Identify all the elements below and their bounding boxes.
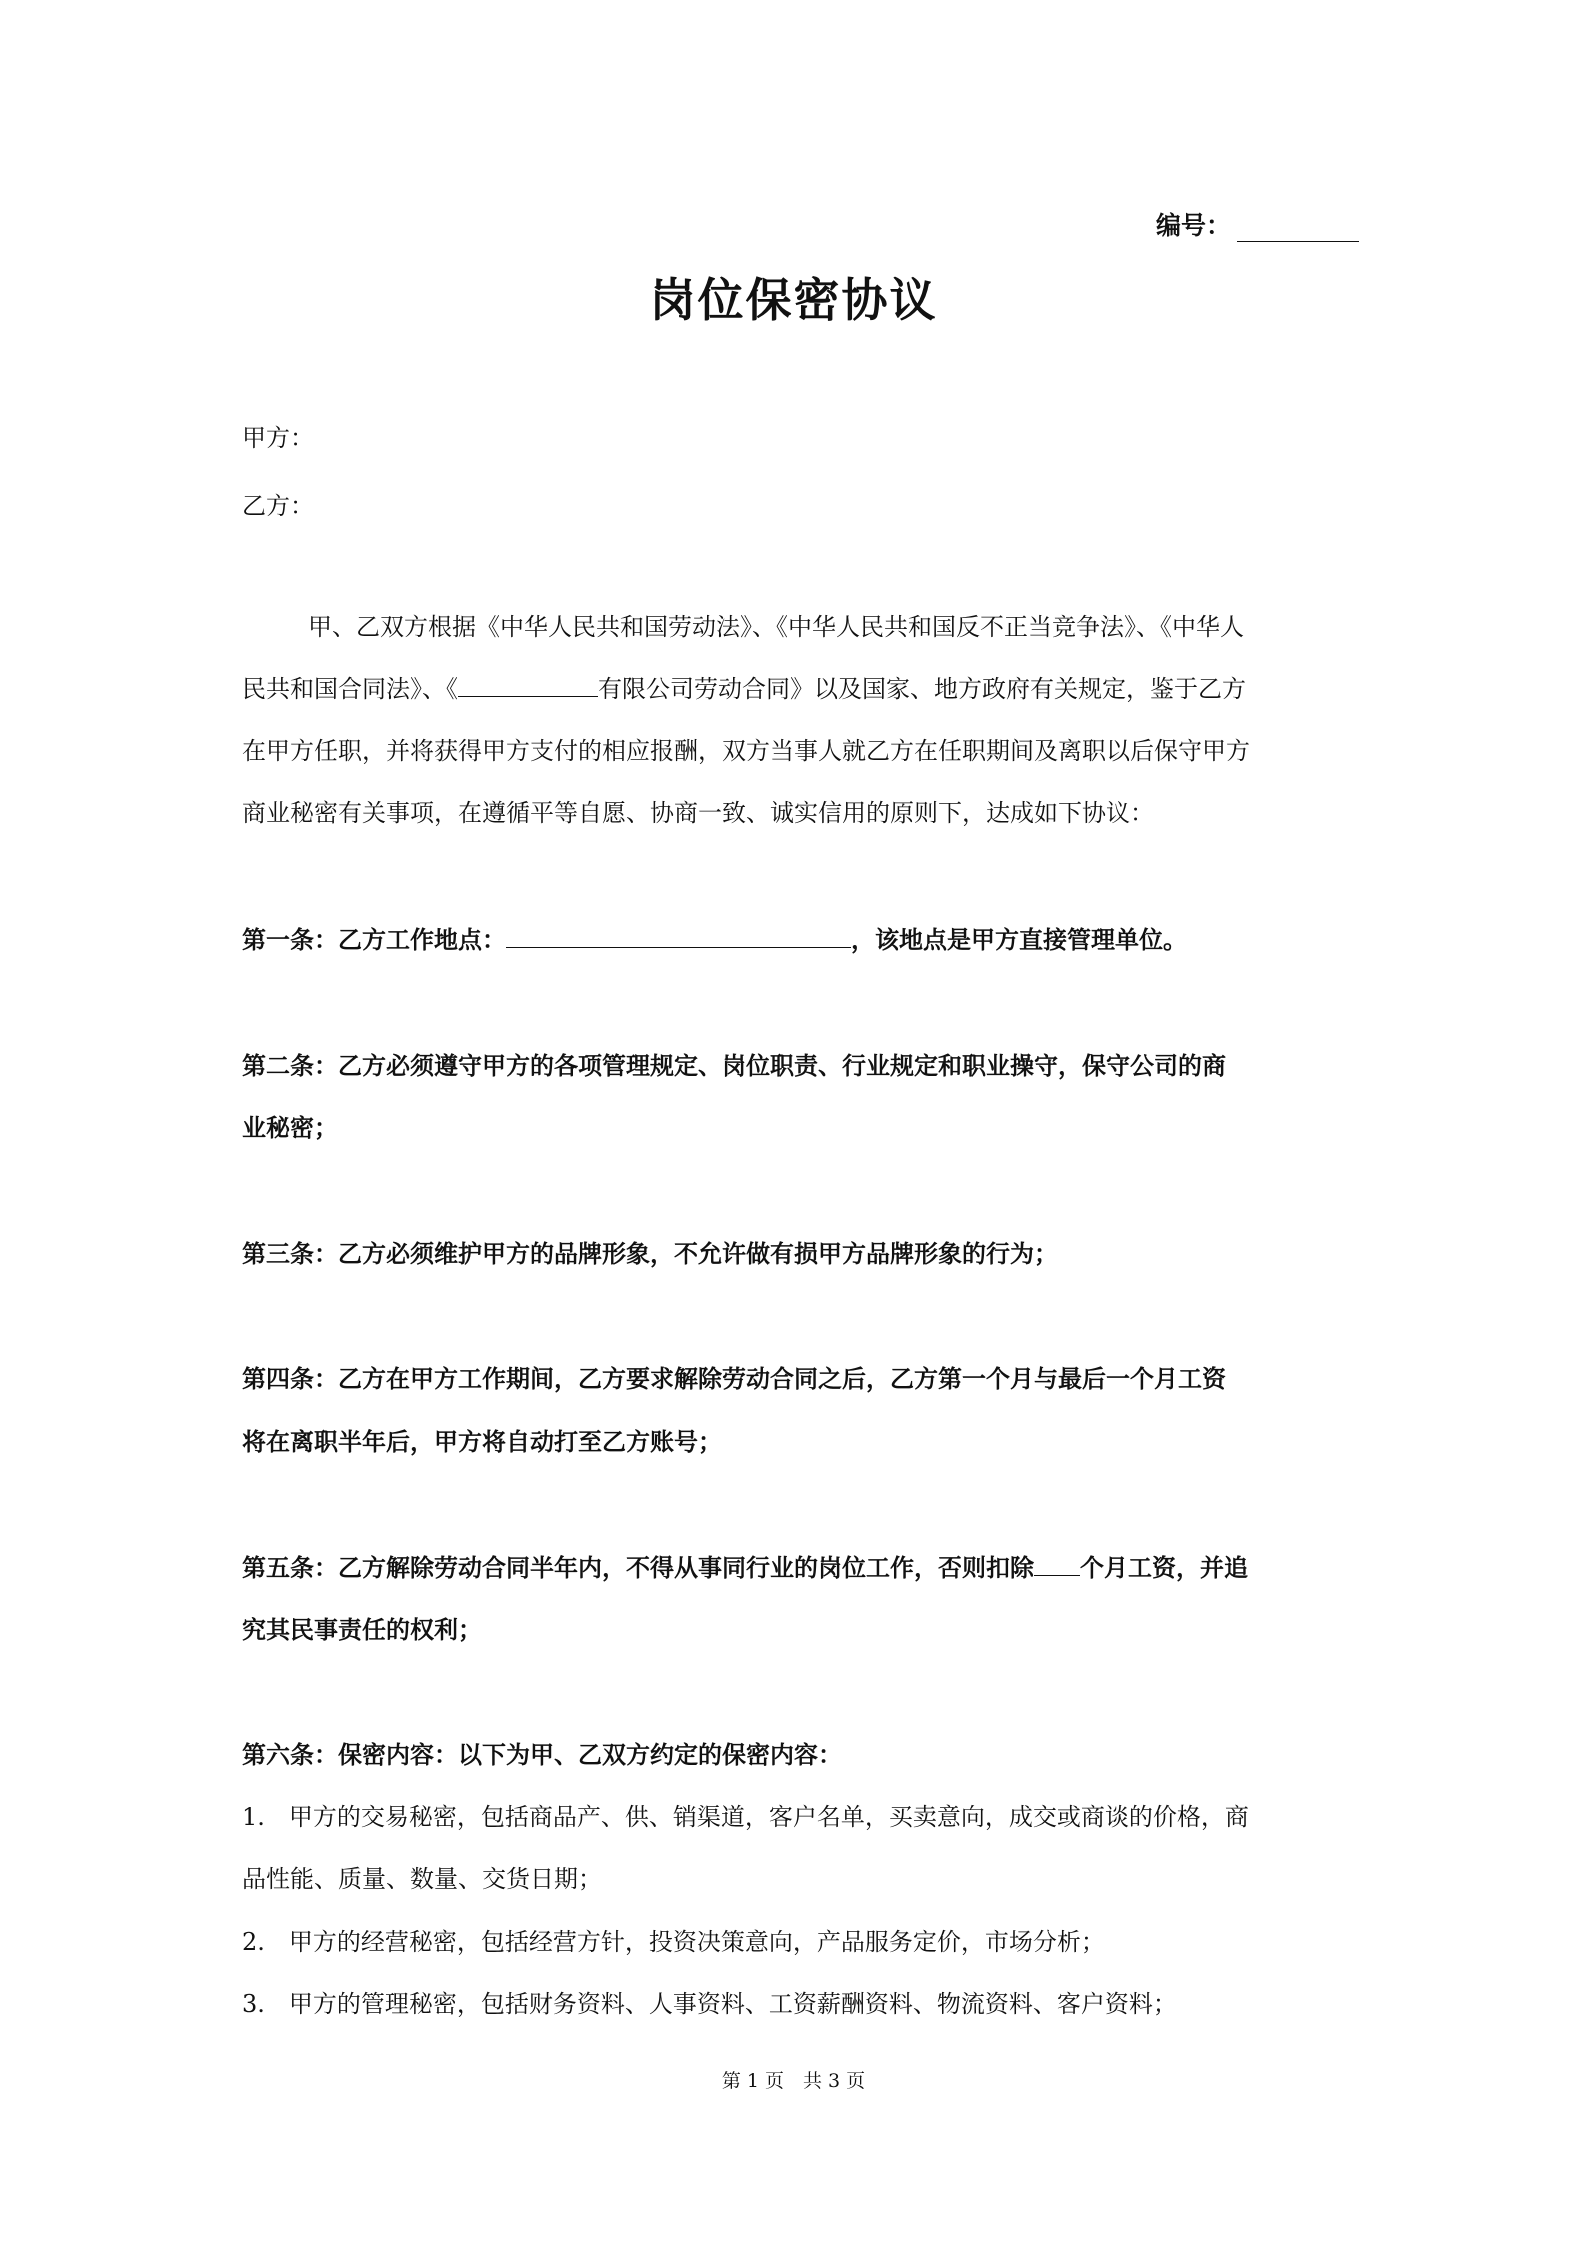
document-number	[1156, 206, 1359, 242]
months-blank[interactable]	[1034, 1553, 1080, 1576]
list-item-2: 2. 甲方的经营秘密，包括经营方针，投资决策意向，产品服务定价，市场分析；	[242, 1928, 1105, 1956]
list-item-3: 3. 甲方的管理秘密，包括财务资料、人事资料、工资薪酬资料、物流资料、客户资料；	[242, 1990, 1177, 2018]
party-b-label: 乙方：	[242, 492, 314, 520]
article-5-line-2: 究其民事责任的权利；	[242, 1615, 482, 1644]
preamble-line-3: 在甲方任职，并将获得甲方支付的相应报酬，双方当事人就乙方在任职期间及离职以后保守甲方	[242, 737, 1250, 765]
page-footer: 第 1 页 共 3 页	[721, 2070, 866, 2092]
article-2-line-1: 第二条：乙方必须遵守甲方的各项管理规定、岗位职责、行业规定和职业操守，保守公司的商	[242, 1051, 1226, 1080]
article-6: 第六条：保密内容：以下为甲、乙双方约定的保密内容：	[242, 1740, 842, 1769]
list-item-1-line-2: 品性能、质量、数量、交货日期；	[242, 1865, 602, 1893]
article-3: 第三条：乙方必须维护甲方的品牌形象，不允许做有损甲方品牌形象的行为；	[242, 1239, 1058, 1268]
article-5-line-1-end: 个月工资，并追	[1080, 1553, 1248, 1582]
article-4-line-1: 第四条：乙方在甲方工作期间，乙方要求解除劳动合同之后，乙方第一个月与最后一个月工资	[242, 1364, 1226, 1393]
work-location-blank[interactable]	[506, 925, 851, 948]
preamble-line-2	[242, 669, 1246, 704]
document-number-label: 编号：	[1155, 211, 1231, 240]
party-a-label: 甲方：	[242, 424, 314, 452]
preamble-line-4: 商业秘密有关事项，在遵循平等自愿、协商一致、诚实信用的原则下，达成如下协议：	[242, 799, 1154, 827]
article-5-line-1-start: 第五条：乙方解除劳动合同半年内，不得从事同行业的岗位工作，否则扣除	[242, 1553, 1034, 1582]
company-name-blank[interactable]	[458, 674, 598, 697]
preamble-line-2-start: 民共和国合同法》、《	[242, 675, 458, 703]
article-2-line-2: 业秘密；	[242, 1113, 338, 1142]
preamble-line-2-end: 有限公司劳动合同》以及国家、地方政府有关规定，鉴于乙方	[598, 675, 1246, 703]
preamble-line-1: 甲、乙双方根据《中华人民共和国劳动法》、《中华人民共和国反不正当竞争法》、《中华人	[308, 613, 1244, 641]
article-4-line-2: 将在离职半年后，甲方将自动打至乙方账号；	[242, 1427, 722, 1456]
page-title: 岗位保密协议	[649, 273, 938, 327]
list-item-1-line-1: 1. 甲方的交易秘密，包括商品产、供、销渠道，客户名单，买卖意向，成交或商谈的价格，商	[242, 1803, 1249, 1831]
document-number-blank[interactable]	[1237, 217, 1359, 242]
article-5-line-1	[242, 1548, 1248, 1583]
article-1-prefix: 第一条：乙方工作地点：	[242, 925, 506, 954]
article-1-suffix: ，该地点是甲方直接管理单位。	[851, 925, 1187, 954]
article-1	[242, 920, 1187, 955]
